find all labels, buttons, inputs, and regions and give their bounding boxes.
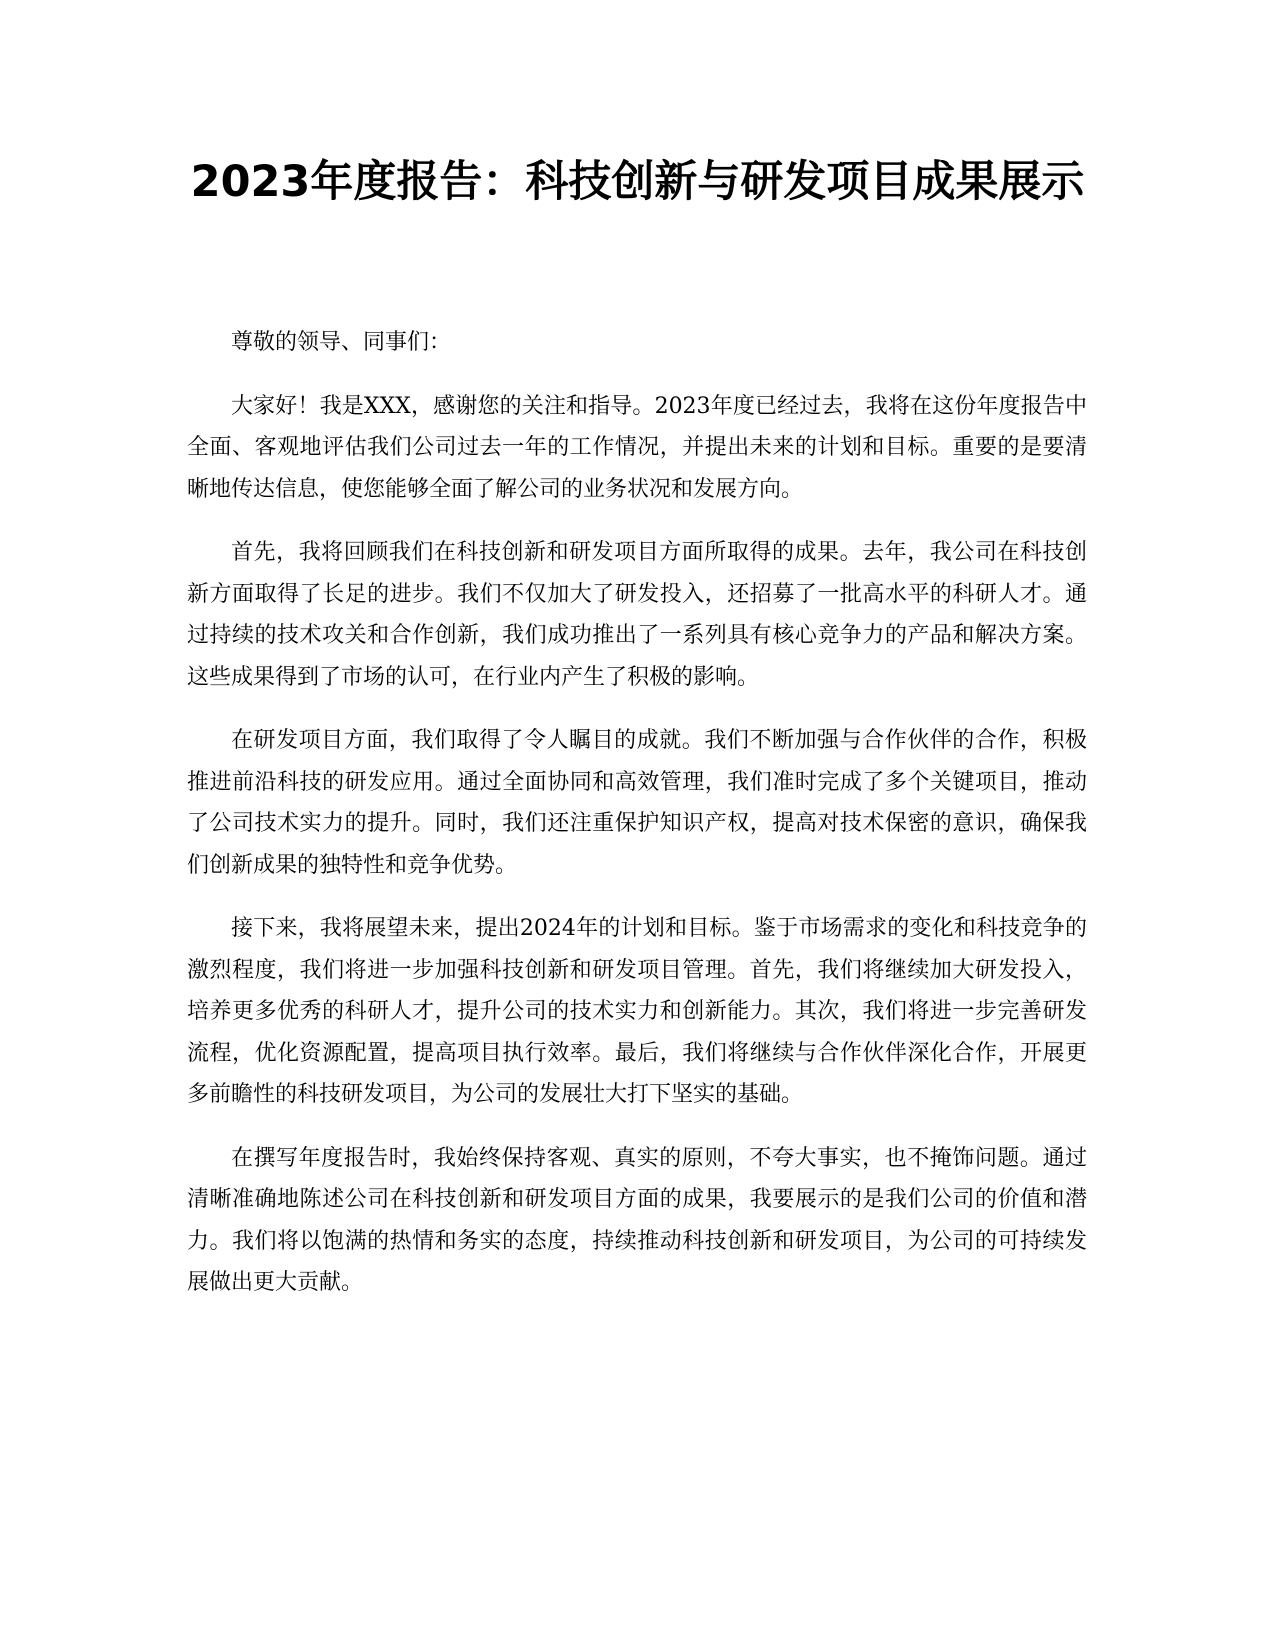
- document-body: [187, 322, 1087, 1326]
- salutation: 尊敬的领导、同事们：: [231, 330, 452, 355]
- paragraph-closing: 在撰写年度报告时，我始终保持客观、真实的原则，不夸大事实，也不掩饰问题。通过清晰准确地陈述公司在科技创新和研发项目方面的成果，我要展示的是我们公司的价值和潜力。我们将以饱满的热情和务实的态度，持续推动科技创新和研发项目，为公司的可持续发展做出更大贡献。: [187, 1145, 1087, 1295]
- paragraph-plans: 接下来，我将展望未来，提出2024年的计划和目标。鉴于市场需求的变化和科技竞争的激烈程度，我们将进一步加强科技创新和研发项目管理。首先，我们将继续加大研发投入，培养更多优秀的科研人才，提升公司的技术实力和创新能力。其次，我们将进一步完善研发流程，优化资源配置，提高项目执行效率。最后，我们将继续与合作伙伴深化合作，开展更多前瞻性的科技研发项目，为公司的发展壮大打下坚实的基础。: [187, 916, 1087, 1107]
- paragraph-achievements: 首先，我将回顾我们在科技创新和研发项目方面所取得的成果。去年，我公司在科技创新方面取得了长足的进步。我们不仅加大了研发投入，还招募了一批高水平的科研人才。通过持续的技术攻关和合作创新，我们成功推出了一系列具有核心竞争力的产品和解决方案。这些成果得到了市场的认可，在行业内产生了积极的影响。: [187, 540, 1087, 690]
- paragraph-rd-projects: 在研发项目方面，我们取得了令人瞩目的成就。我们不断加强与合作伙伴的合作，积极推进前沿科技的研发应用。通过全面协同和高效管理，我们准时完成了多个关键项目，推动了公司技术实力的提升。同时，我们还注重保护知识产权，提高对技术保密的意识，确保我们创新成果的独特性和竞争优势。: [187, 728, 1087, 878]
- document-title: 2023年度报告：科技创新与研发项目成果展示: [190, 157, 1085, 207]
- paragraph-intro: 大家好！我是XXX，感谢您的关注和指导。2023年度已经过去，我将在这份年度报告中全面、客观地评估我们公司过去一年的工作情况，并提出未来的计划和目标。重要的是要清晰地传达信息，使您能够全面了解公司的业务状况和发展方向。: [187, 393, 1087, 502]
